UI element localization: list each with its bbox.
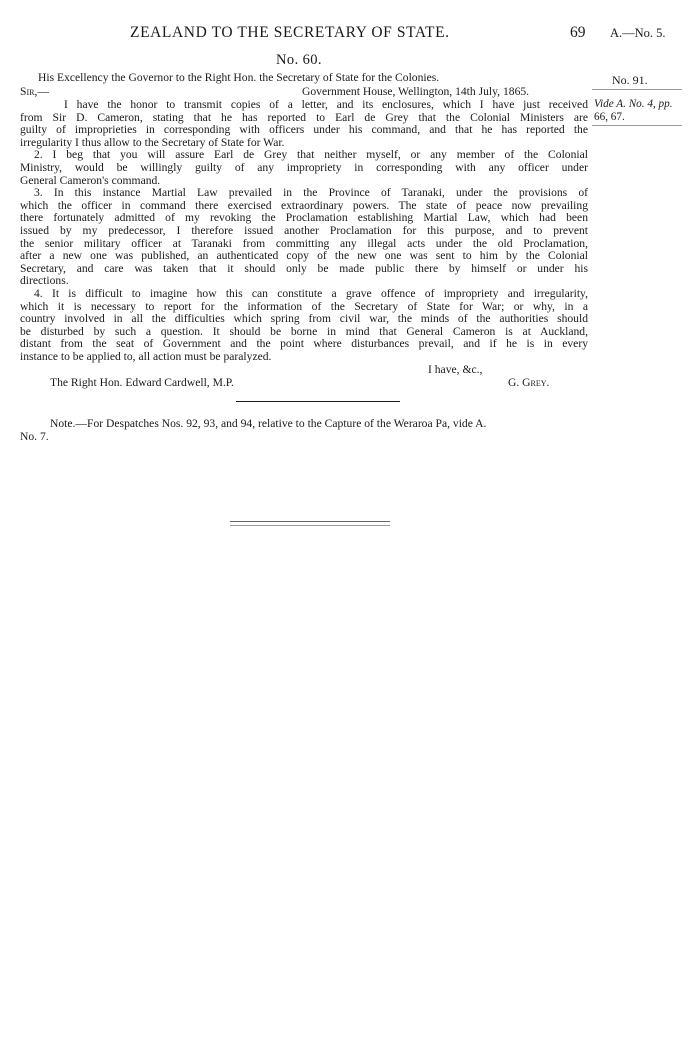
body-line: country involved in all the difficulties which spring from civil war, the minds of the authorities should bbox=[20, 313, 588, 326]
body-line: irregularity I thus allow to the Secretary of State for War. bbox=[20, 136, 285, 149]
margin-rule bbox=[592, 125, 682, 126]
end-rule bbox=[230, 521, 390, 522]
signature: G. Grey. bbox=[508, 377, 550, 389]
margin-vide-pages: 66, 67. bbox=[594, 111, 625, 123]
body-line: be disturbed by such a question. It should be borne in mind that General Cameron is at Auckland, bbox=[20, 325, 588, 338]
despatch-body bbox=[20, 99, 588, 363]
running-title: ZEALAND TO THE SECRETARY OF STATE. bbox=[130, 24, 450, 41]
body-line: Ministry, would be willingly guilty of any impropriety in corresponding with any officer under bbox=[20, 161, 588, 174]
despatch-number: No. 60. bbox=[276, 52, 322, 68]
body-line: which it is necessary to report for the information of the Secretary of State for War; or why, in a bbox=[20, 300, 588, 313]
body-line: I have the honor to transmit copies of a letter, and its enclosures, which I have just received bbox=[64, 99, 588, 111]
note-line: No. 7. bbox=[20, 431, 49, 443]
body-line: 2. I beg that you will assure Earl de Grey that neither myself, or any member of the Colonial bbox=[34, 149, 588, 162]
salutation: Sir,— bbox=[20, 86, 49, 98]
margin-rule bbox=[592, 89, 682, 90]
end-rule bbox=[230, 525, 390, 526]
body-line: instance to be applied to, all action must be paralyzed. bbox=[20, 350, 272, 363]
body-line: there fortunately admitted of my revoking the Proclamation establishing Martial Law, which had been bbox=[20, 212, 588, 225]
body-line: guilty of improprieties in corresponding with officers under his command, and that he has reported the bbox=[20, 124, 588, 137]
body-line: Secretary, and care was taken that it should only be made public there by himself or under his bbox=[20, 262, 588, 275]
dateline: Government House, Wellington, 14th July, 1865. bbox=[302, 86, 530, 98]
body-line: directions. bbox=[20, 275, 69, 288]
page-number: 69 bbox=[570, 24, 586, 41]
margin-despatch-ref: No. 91. bbox=[612, 73, 648, 87]
body-line: issued by my predecessor, I therefore issued another Proclamation for this purpose, and to prevent bbox=[20, 224, 588, 237]
body-line: after a new one was published, an authenticated copy of the new one was sent to him by the Colonial bbox=[20, 250, 588, 263]
body-line: from Sir D. Cameron, stating that he has reported to Earl de Grey that the Colonial Ministers are bbox=[20, 111, 588, 124]
series-reference: A.—No. 5. bbox=[610, 26, 666, 40]
section-divider bbox=[236, 401, 400, 402]
body-line: the senior military officer at Taranaki from committing any illegal acts under the old Proclamation, bbox=[20, 237, 588, 250]
note-line: Note.—For Despatches Nos. 92, 93, and 94, relative to the Capture of the Weraroa Pa, vide A. bbox=[50, 418, 487, 430]
body-line: 3. In this instance Martial Law prevailed in the Province of Taranaki, under the provisions of bbox=[34, 187, 588, 200]
margin-vide-ref: Vide A. No. 4, pp. bbox=[594, 98, 673, 110]
body-line: distant from the seat of Government and the point where disturbances prevail, and if he is in every bbox=[20, 338, 588, 351]
body-line: General Cameron's command. bbox=[20, 174, 161, 187]
despatch-heading: His Excellency the Governor to the Right Hon. the Secretary of State for the Colonies. bbox=[38, 72, 440, 84]
addressee: The Right Hon. Edward Cardwell, M.P. bbox=[50, 377, 234, 389]
closing: I have, &c., bbox=[428, 364, 483, 376]
body-line: which the officer in command there exercised extraordinary powers. The state of peace now prevailing bbox=[20, 199, 588, 212]
body-line: 4. It is difficult to imagine how this can constitute a grave offence of impropriety and irregularity, bbox=[34, 287, 588, 300]
